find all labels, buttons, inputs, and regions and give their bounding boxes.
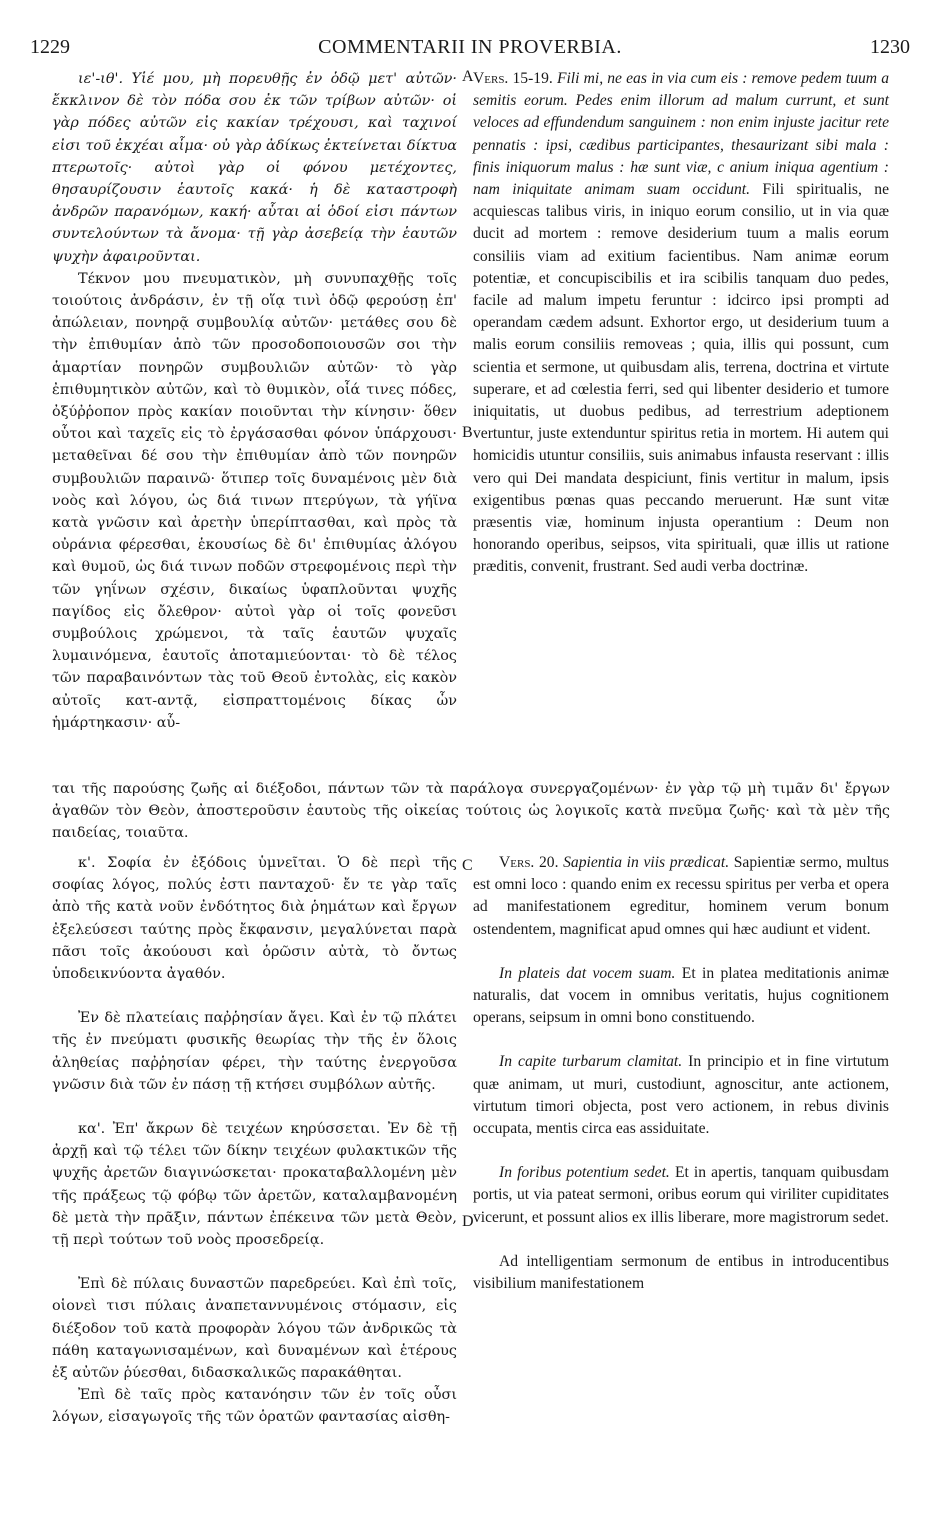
- margin-letter-c: C: [462, 857, 473, 874]
- latin-capite: [473, 1051, 889, 1140]
- latin-verse-20: [473, 852, 889, 941]
- greek-verse-20: κ'. Σοφία ἐν ἐξόδοις ὑμνεῖται. Ὁ δὲ περὶ τῆς σοφίας λόγος, πολύς ἐστι πανταχοῦ· ἔν τε γὰρ ταῖς ἀπὸ τῆς κατὰ νοῦν ἐνδότητος διὰ ῥημάτων καὶ ἔργων ἐξελεύσεσι ταύτης πρὸς ἔκφανσιν, μεγαλύνεται παρὰ πᾶσι τοῖς ἀκούουσι καὶ ὁρῶσιν αὐτὰ, τὸ ὄντως ὑποδεικνύοντα ἀγαθόν.: [52, 855, 457, 983]
- greek-katanoesin: Ἐπὶ δὲ ταῖς πρὸς κατανόησιν τῶν ἐν τοῖς οὖσι λόγων, εἰσαγωγοῖς τῆς τῶν ὁρατῶν φαντασίας αἰσθη-: [52, 1387, 457, 1426]
- greek-spanning-paragraph: ται τῆς παρούσης ζωῆς αἱ διέξοδοι, πάντων τῶν τὰ παράλογα συνεργαζομένων· ἐν γὰρ τῷ μὴ τιμᾶν δι' ἔργων ἀγαθῶν τὸν Θεὸν, ἀποστεροῦσιν ἑαυτοὺς τῆς οἰκείας τούτοις ὡς λογικοῖς κατὰ πνεῦμα ζωῆς· καὶ τὰ μὲν τῆς παιδείας, τοιαῦτα.: [52, 781, 890, 842]
- running-title: COMMENTARII IN PROVERBIA.: [318, 36, 622, 58]
- latin-lemma: Fili mi, ne eas in via cum eis : remove pedem tuum a semitis eorum. Pedes enim illorum ad malum currunt, et sunt veloces ad effundendum sanguinem : non enim injuste jacitur rete pennatis : ipsi, cædibus participantes, thesaurizant sibi mala : finis iniquorum malus : hæ sunt viæ, c anium iniqua agentium : nam iniquitate animam suam occidunt.: [473, 70, 889, 199]
- latin-capite-commentary: In principio et in fine virtutum quæ animam, ut muri, custodiunt, agnoscitur, ante actionem, virtutum timori objecta, post vero actionem, in rebus divinis occupata, mentis circa eas assiduitate.: [473, 1053, 889, 1138]
- latin-commentary: Fili spiritualis, ne acquiescas talibus viris, in iniquo eorum consilio, ut in via quæ ducit ad mortem : remove desiderium tuum a malis eorum consiliis viam ad exitium facientibus. Nam animæ eorum potentiæ, et concupiscibilis et ira scibilis tanquam duo pedes, facile ad malum impetu feruntur : idcirco ipsi prompti ad operandam cædem adsunt. Exhortor ergo, ut desiderium tuum a malis eorum consiliis removeas ; quia, illis qui possunt, cum scientia et sermone, ut quibusdam alis, terrena, doctrina et virtute superare, et ad cœlestia ferri, sed qui libenter desiderio et tumore iniquitatis, ut duobus pedibus, ad terrestrium adeptionem vertuntur, juste extenduntur spiritus retia in mortem. Hi autem qui homicidis utuntur consiliis, suis animabus infausta reservant : illis vero qui Dei mandata despiciunt, finis vertitur in malum, ipsis exigentibus pœnas quas peccando meruerunt. Hæ sunt vitæ præsentis viæ, hominum injusta operantium : Deum non honorando operibus, seipsos, vita spirituali, quæ illis ut ratione præditis, convenit, frustrant. Sed audi verba doctrinæ.: [473, 181, 889, 576]
- greek-verse-15-19: ιε'-ιθ'. Υἱέ μου, μὴ πορευθῇς ἐν ὁδῷ μετ' αὐτῶν· ἔκκλινον δὲ τὸν πόδα σου ἐκ τῶν τρίβων αὐτῶν· οἱ γὰρ πόδες αὐτῶν εἰς κακίαν τρέχουσι, καὶ ταχινοί εἰσι τοῦ ἐκχέαι αἷμα· οὐ γὰρ ἀδίκως ἐκτείνεται δίκτυα πτερωτοῖς· αὐτοὶ γὰρ οἱ φόνου μετέχοντες, θησαυρίζουσιν ἑαυτοῖς κακά· ἡ δὲ καταστροφὴ ἀνδρῶν παρανόμων, κακή· αὗται αἱ ὁδοί εἰσι πάντων συντελούντων τὰ ἄνομα· τῇ γὰρ ἀσεβείᾳ τὴν ἑαυτῶν ψυχὴν ἀφαιροῦνται.: [52, 71, 457, 265]
- latin-plateis-commentary: Et in platea meditationis animæ naturalis, dat vocem in omnibus veritatis, hujus cognitionem operans, seipsum in omni bono constituendo.: [473, 964, 890, 1027]
- latin-foribus: [473, 1162, 889, 1229]
- latin-plateis: [473, 963, 889, 1030]
- greek-pulais: Ἐπὶ δὲ πύλαις δυναστῶν παρεδρεύει. Καὶ ἐπὶ τοῖς, οἱονεὶ τισι πύλαις ἀναπεταννυμένοις στόμασιν, εἰς διέξοδον τοῦ κατὰ προφορὰν λόγου τῶν ἀνδρικῶς τὰ πάθη καταγωνισαμένων, καὶ δυναμένων καὶ ἑτέρους ἐξ αὐτῶν ῥύεσθαι, διδασκαλικῶς παρακάθηται.: [52, 1276, 457, 1382]
- latin-verse-20-commentary: Sapientiæ sermo, multus est omni loco : quando enim ex recessu spiritus per verba et opera ad manifestationem egreditur, hominem verum bonum ostendentem, magnificat apud omnes qui hæc audiunt et vident.: [473, 854, 889, 938]
- margin-letter-a: A: [462, 68, 474, 85]
- latin-verse-15-19: [473, 68, 889, 579]
- latin-verse-20-ref: Vers. 20.: [499, 854, 564, 871]
- latin-foribus-lemma: In foribus potentium sedet.: [499, 1164, 670, 1182]
- latin-verse-ref: Vers. 15-19.: [473, 70, 557, 87]
- latin-column-upper: [473, 68, 889, 579]
- margin-letter-d: D: [462, 1213, 474, 1230]
- latin-verse-20-lemma: Sapientia in viis prædicat.: [563, 854, 730, 871]
- greek-plateiais: Ἐν δὲ πλατείαις παῤῥησίαν ἄγει. Καὶ ἐν τῷ πλάτει τῆς ἐν πνεύματι φυσικῆς θεωρίας τὴν τῆς ἐν ὅλοις ἀληθείας παῤῥησίαν φέρει, τὴν ταύτης ἐνεργοῦσα γνῶσιν διὰ τῶν ἐν πάσῃ τῇ κτήσει συμβόλων αὐτῆς.: [52, 1010, 457, 1093]
- latin-plateis-lemma: In plateis dat vocem suam.: [499, 964, 676, 982]
- margin-letter-b: B: [462, 424, 473, 441]
- greek-verse-21: κα'. Ἐπ' ἄκρων δὲ τειχέων κηρύσσεται. Ἐν δὲ τῇ ἀρχῇ καὶ τῷ τέλει τῶν δίκην τειχέων φυλακτικῶν τῆς ψυχῆς ἀρετῶν διαγινώσκεται· προκαταβαλλομένη μὲν τῆς πράξεως τῷ φόβῳ τῶν ἀρετῶν, καταλαμβανομένη δὲ μετὰ τὴν πρᾶξιν, πάντων ἐπέκεινα τῶν μετὰ Θεὸν, τῇ περὶ τούτων τοῦ νοὸς προσεδρείᾳ.: [52, 1121, 457, 1249]
- greek-column-upper: [52, 68, 457, 734]
- page-number-left: 1229: [30, 36, 70, 58]
- greek-spanning-text: [52, 778, 890, 845]
- page-header: [30, 36, 910, 62]
- latin-intelligentiam: Ad intelligentiam sermonum de entibus in introducentibus visibilium manifestationem: [473, 1252, 889, 1293]
- page-number-right: 1230: [870, 36, 910, 58]
- greek-column-lower: [52, 852, 457, 1429]
- latin-column-lower: [473, 852, 889, 1295]
- latin-foribus-commentary: Et in apertis, tanquam quibusdam portis, ut via pateat sermoni, oribus eorum qui viriliter cupiditates vicerunt, et possunt alios ex illis liberare, more magistrorum sedet.: [473, 1164, 890, 1226]
- greek-commentary-15-19: Τέκνον μου πνευματικὸν, μὴ συνυπαχθῇς τοῖς τοιούτοις ἀνδράσιν, ἐν τῇ οἵᾳ τινὶ ὁδῷ φερούσῃ ἐπ' ἀπώλειαν, πονηρᾷ συμβουλίᾳ αὐτῶν· μετάθες σου δὲ τὴν ἐπιθυμίαν ἀπὸ τῶν προσοδοποιουσῶν σοι τὴν ἁμαρτίαν πονηρῶν συμβουλιῶν αὐτῶν· τὸ γὰρ ἐπιθυμητικὸν αὐτῶν, καὶ τὸ θυμικὸν, οἷά τινες πόδες, ὀξύῤῥοπον πρὸς κακίαν ποιοῦνται τὴν κίνησιν· ὅθεν οὗτοι καὶ ταχεῖς εἰς τὸ ἐργάσασθαι φόνον ὑπάρχουσι· μεταθεῖναι δέ σου τὴν ἐπιθυμίαν ἀπὸ τῶν πονηρῶν συμβουλιῶν παραινῶ· ὅτιπερ τοῖς δυναμένοις μὲν διὰ νοὸς καὶ λόγου, ὡς διά τινων πτερύγων, τὰ γήϊνα κατὰ γνῶσιν καὶ ἀρετὴν ὑπερίπτασθαι, καὶ πρὸς τὰ οὐράνια φέρεσθαι, ἑκουσίως δὲ δι' ἐπιθυμίας ἀλόγου καὶ θυμοῦ, ὡς διά τινων ποδῶν στρεφομένοις περὶ τὴν τῶν γηΐνων σχέσιν, δικαίως ὑφαπλοῦνται ψυχῆς παγίδος εἰς ὄλεθρον· αὐτοὶ γὰρ οἱ τοῖς φονεῦσι συμβούλοις χρώμενοι, τὰ ταῖς ἑαυτῶν ψυχαῖς λυμαινόμενα, ἑαυτοῖς ἀποταμιεύονται· τὸ δὲ τέλος τῶν παραβαινόντων τὰς τοῦ Θεοῦ ἐντολὰς, εἰς κακὸν αὐτοῖς κατ-αντᾷ, εἰσπραττομένοις δίκας ὧν ἡμάρτηκασιν· αὗ-: [52, 270, 457, 731]
- latin-capite-lemma: In capite turbarum clamitat.: [499, 1053, 683, 1071]
